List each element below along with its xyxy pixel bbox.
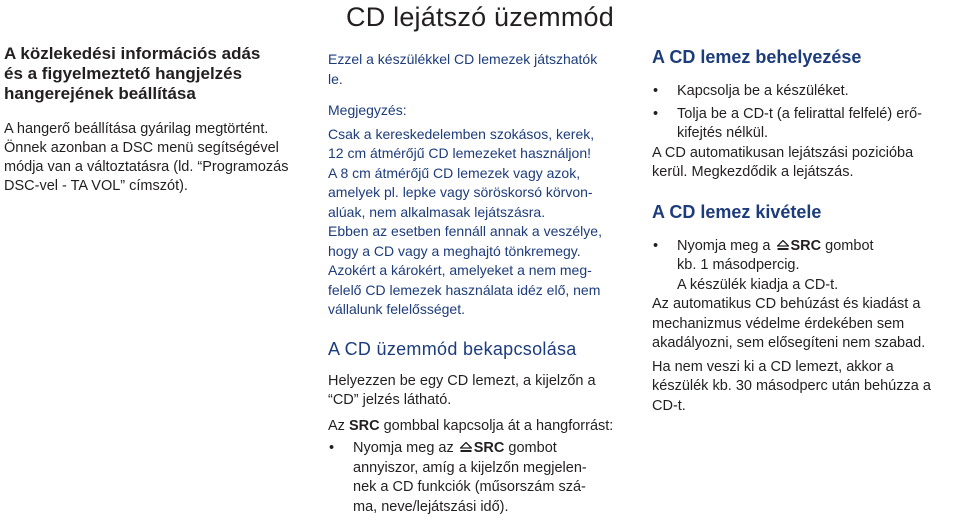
text-line: Önnek azonban a DSC menü segítségével [4, 140, 279, 156]
remove-cd-heading: A CD lemez kivétele [652, 201, 822, 222]
src-word: SRC [348, 417, 380, 434]
list-item [652, 237, 958, 296]
text-line: felelő CD lemezek használata idéz elő, nem [328, 281, 601, 298]
text-line: nek a CD funkciók (műsorszám szá- [353, 479, 586, 495]
text-line: mechanizmus védelme érdekében sem [652, 315, 905, 332]
text-line: amelyek pl. lepke vagy söröskorsó körvon- [328, 184, 593, 200]
bullet-suffix: gombot [504, 440, 557, 456]
bullet-prefix: Nyomja meg az [353, 440, 458, 456]
text-line: akadályozni, sem elősegíteni nem szabad. [652, 335, 926, 351]
text-line: módja van a változtatásra (ld. “Programozás [4, 159, 289, 175]
right-column [652, 46, 958, 416]
text-line: készülék kb. 30 másodperc után behúzza a [652, 378, 931, 394]
text-line: Ha nem veszi ki a CD lemezt, akkor a [652, 358, 894, 375]
bullet-src-word: SRC [473, 440, 505, 456]
text-line: annyiszor, amíg a kijelzőn megjelen- [353, 459, 587, 476]
traffic-info-volume-text [4, 120, 306, 196]
text-line: vállalunk felelősséget. [328, 301, 465, 317]
text-line: Ezzel a készülékkel CD lemezek játszhatók [328, 51, 598, 67]
cd-mode-steps [328, 439, 638, 517]
cd-mode-text [328, 372, 638, 411]
text-line: Helyezzen be egy CD lemezt, a kijelzőn a [328, 372, 596, 389]
insert-cd-text [652, 144, 958, 183]
note-text [328, 125, 638, 320]
text-line: DSC-vel - TA VOL” címszót). [4, 178, 188, 194]
heading-line: hangerejének beállítása [4, 84, 196, 103]
src-suffix: gombbal kapcsolja át a hangforrást: [379, 417, 614, 434]
bullet-suffix: gombot [821, 237, 874, 254]
remove-cd-text [652, 295, 958, 416]
insert-cd-steps [652, 82, 958, 144]
remove-cd-steps [652, 237, 958, 296]
src-instruction [328, 417, 638, 437]
text-line: Az automatikus CD behúzást és kiadást a [652, 296, 921, 312]
list-item: • Kapcsolja be a készüléket. [652, 82, 958, 102]
text-line: ma, neve/lejátszási idő). [353, 498, 509, 515]
heading-line: és a figyelmeztető hangjelzés [4, 64, 243, 83]
list-item [652, 105, 958, 144]
heading-line: A közlekedési információs adás [4, 44, 261, 63]
text-line: 12 cm átmérőjű CD lemezeket használjon! [328, 145, 592, 161]
text-line: • Tolja be a CD-t (a felirattal felfelé) erő- [677, 105, 922, 122]
note-label: Megjegyzés: [328, 102, 407, 118]
text-line: Ebben az esetben fennáll annak a veszélye, [328, 223, 602, 239]
text-line: A 8 cm átmérőjű CD lemezek vagy azok, [328, 164, 581, 181]
eject-icon [460, 442, 472, 453]
cd-mode-heading: A CD üzemmód bekapcsolása [328, 338, 577, 359]
text-line: kb. 1 másodpercig. [677, 257, 800, 273]
text-line: le. [328, 70, 343, 87]
traffic-info-volume-heading [4, 44, 306, 104]
page-title: CD lejátszó üzemmód [346, 2, 614, 32]
text-line: hogy a CD vagy a meghajtó tönkremegy. [328, 242, 581, 259]
bullet-prefix: Nyomja meg a [677, 237, 775, 254]
text-line: Azokért a károkért, amelyeket a nem meg- [328, 262, 592, 278]
text-line: Csak a kereskedelemben szokásos, kerek, [328, 125, 595, 142]
intro-text [328, 50, 638, 89]
list-item [328, 439, 638, 517]
middle-column [328, 50, 638, 517]
left-column [4, 44, 306, 196]
src-prefix: Az [328, 417, 349, 434]
text-line: “CD” jelzés látható. [328, 392, 452, 408]
eject-icon [777, 240, 789, 251]
text-line: A hangerő beállítása gyárilag megtörtént. [4, 121, 269, 137]
bullet-src-word: SRC [790, 237, 822, 254]
text-line: CD-t. [652, 397, 686, 414]
text-line: alúak, nem alkalmasak lejátszásra. [328, 203, 546, 220]
text-line: A készülék kiadja a CD-t. [677, 276, 839, 293]
text-line: A CD automatikusan lejátszási pozicióba [652, 144, 914, 161]
text-line: kerül. Megkezdődik a lejátszás. [652, 164, 854, 180]
text-line: kifejtés nélkül. [677, 125, 769, 141]
insert-cd-heading: A CD lemez behelyezése [652, 47, 862, 67]
